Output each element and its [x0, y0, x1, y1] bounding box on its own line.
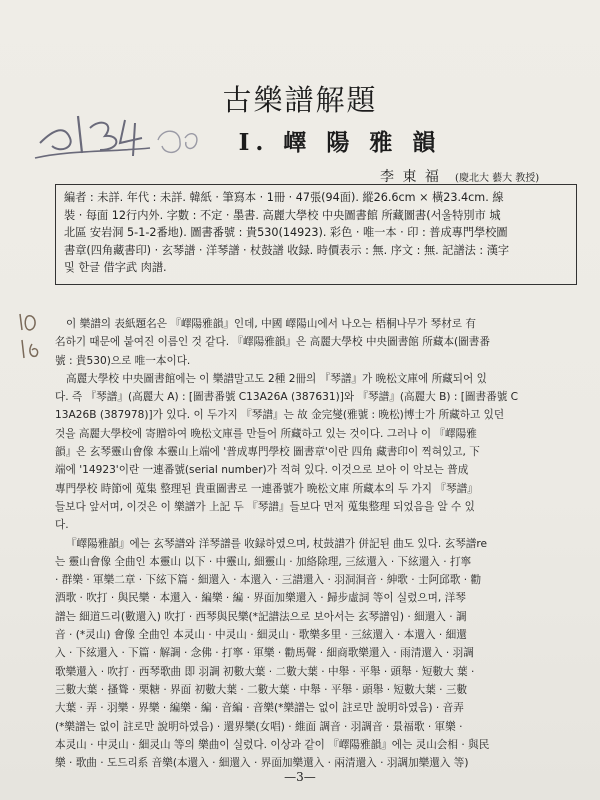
text-line: 譜는 細道드리(數還入) 吹打 · 西琴與民樂(*記譜法으로 보아서는 玄琴譜임) · 細還入 · 調 — [55, 610, 467, 623]
author-affiliation: (慶北大 藝大 教授) — [455, 173, 540, 184]
author-line — [380, 166, 590, 186]
text-line: 는 靈山會像 全曲인 本靈山 以下 · 中靈山, 細靈山 · 加絡除理, 三絃還入 · 下絃還入 · 打寧 — [55, 555, 472, 568]
text-line: 歌樂還入 · 吹打 · 西琴歌曲 即 羽調 初數大葉 · 二數大葉 · 中舉 · 平舉 · 頭舉 · 短數大 葉 · — [55, 665, 475, 678]
text-line: 『嶧陽雅韻』에는 玄琴譜와 洋琴譜를 收録하였으며, 杖鼓譜가 併記된 曲도 있다. 玄琴譜re — [66, 537, 488, 550]
text-line: 高麗大學校 中央圖書館에는 이 樂譜말고도 2種 2冊의 『琴譜』가 晩松文庫에 所藏되어 있 — [66, 372, 487, 385]
text-line: 다. 즉 『琴譜』(高麗大 A) : [圖書番號 C13A26A (387631)]와 『琴譜』(高麗大 B) : [圖書番號 C — [55, 391, 519, 404]
text-line: 韻』은 玄琴靈山會像 本靈山上端에 '普成專門學校 圖書章'이란 四角 藏書印이 찍혀있고, 下 — [55, 446, 480, 459]
text-line: (*樂譜는 없이 註로만 說明하였음) · 還界樂(女唱) · 維面 調音 · 羽調音 · 景福歌 · 軍樂 · — [55, 720, 463, 733]
author-name: 李 東 福 — [380, 169, 441, 185]
bibliographic-info-box — [55, 184, 577, 285]
page-number: —3— — [284, 770, 316, 784]
margin-pencil-marks — [16, 306, 56, 366]
info-line: 編者 : 未詳. 年代 : 未詳. 韓紙 · 筆寫本 · 1冊 · 47張(94面). 縱26.6cm × 橫23.4cm. 線 — [64, 191, 504, 204]
info-line: 北區 安岩洞 5-1-2番地). 圖書番號 : 貴530(14923). 彩色 · 唯一本 · 印 : 普成專門學校圖 — [64, 226, 508, 239]
text-line: 入 · 下絃還入 · 下篇 · 解調 · 念佛 · 打寧 · 軍樂 · 勸馬聲 · 細商歌樂還入 · 雨清還入 · 羽調 — [55, 647, 474, 660]
info-line: 및 한글 借字武 肉譜. — [64, 261, 167, 274]
text-line: 13A26B (387978)]가 있다. 이 두가지 『琴譜』는 故 金完燮(雅號 : 晩松)博士가 所藏하고 있던 — [55, 409, 505, 422]
text-line: 專門學校 時節에 蒐集 整理된 貴重圖書로 一連番號가 晩松文庫 所藏本의 두 가지 『琴譜』 — [55, 482, 478, 495]
text-line: 音 · (*灵山) 會像 全曲인 本灵山 · 中灵山 · 細灵山 · 歌樂多里 · 三絃還入 · 本還入 · 細還 — [55, 629, 467, 642]
text-line: 三數大葉 · 搔聳 · 栗糖 · 界面 初數大葉 · 二數大葉 · 中舉 · 平舉 · 頭舉 · 短數大葉 · 三數 — [55, 683, 468, 696]
text-line: 名하기 때문에 붙여진 이름인 것 같다. 『嶧陽雅韻』은 高麗大學校 中央圖書館 所藏本(圖書番 — [55, 336, 490, 349]
page-title: 古樂譜解題 — [222, 83, 378, 117]
text-line: 들보다 앞서며, 이것은 이 樂譜가 上記 두 『琴譜』들보다 먼저 蒐集整理 되었음을 알 수 있 — [55, 500, 475, 513]
text-line: 端에 '14923'이란 一連番號(serial number)가 적혀 있다. 이것으로 보아 이 악보는 普成 — [55, 464, 469, 477]
body-text — [55, 315, 583, 772]
section-title: Ⅰ. 嶧 陽 雅 韻 — [238, 129, 442, 156]
text-line: · 群樂 · 軍樂二章 · 下絃下篇 · 細還入 · 本還入 · 三譜還入 · 羽洞洞音 · 紳歌 · 士阿邱歌 · 勸 — [55, 574, 482, 587]
text-line: 다. — [55, 519, 69, 532]
text-line: 酒歌 · 吹打 · 與民樂 · 本還入 · 編樂 · 編 · 界面加樂還入 · 歸步虛詞 等이 실렸으며, 洋琴 — [55, 592, 466, 605]
text-line: 이 樂譜의 表紙題名은 『嶧陽雅韻』인데, 中國 嶧陽山에서 나오는 梧桐나무가 琴材로 有 — [66, 318, 477, 330]
text-line: 大葉 · 弄 · 羽樂 · 界樂 · 編樂 · 編 · 音編 · 音樂(*樂譜는 없이 註로만 說明하였음) · 音弄 — [55, 702, 464, 715]
text-line: 것을 高麗大學校에 寄贈하여 晩松文庫를 만들어 所藏하고 있는 것이다. 그러나 이 『嶧陽雅 — [55, 427, 477, 440]
text-line: 本灵山 · 中灵山 · 細灵山 等의 樂曲이 실렸다. 이상과 같이 『嶧陽雅韻』에는 灵山会相 · 與民 — [55, 738, 490, 751]
info-line: 裝 · 每面 12行内外. 字數 : 不定 · 墨書. 高麗大學校 中央圖書館 所藏圖書(서울特別市 城 — [64, 208, 501, 222]
text-line: 號 : 貴530)으로 唯一本이다. — [55, 354, 191, 367]
info-line: 書章(四角藏書印) · 玄琴譜 · 洋琴譜 · 杖鼓譜 收録. 時價表示 : 無. 序文 : 無. 記譜法 : 漢字 — [64, 243, 510, 257]
text-line: 樂 · 歌曲 · 도드리系 音樂(本還入 · 細還入 · 界面加樂還入 · 兩清還入 · 羽調加樂還入 等) — [55, 757, 469, 770]
